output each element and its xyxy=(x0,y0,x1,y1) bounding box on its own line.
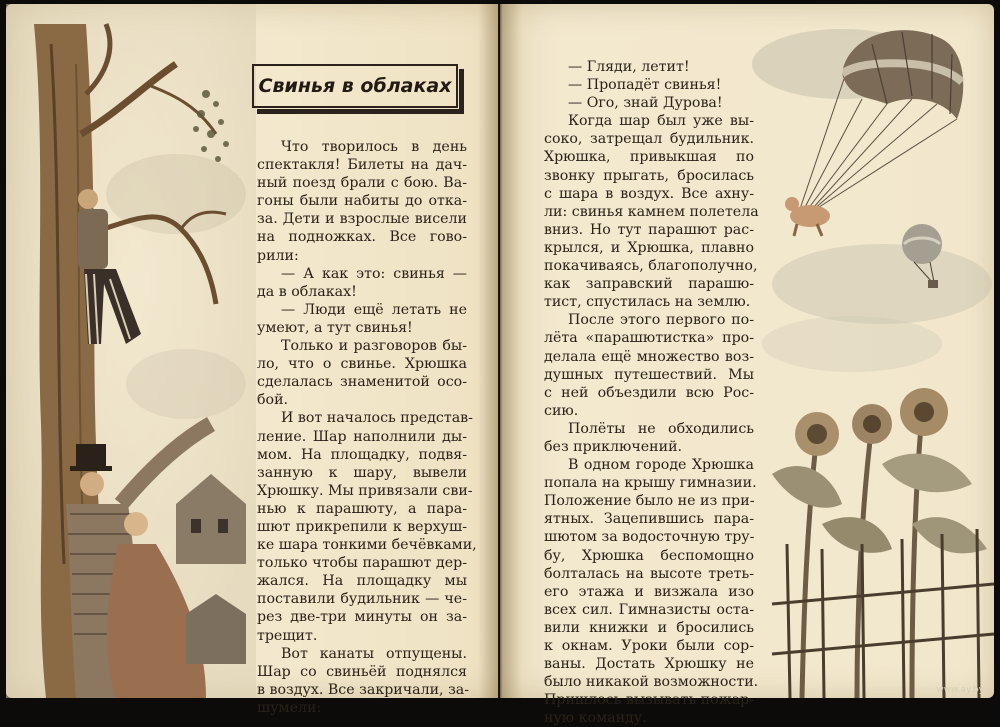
text-line: было никакой возможности. xyxy=(544,674,759,691)
text-line: Что творилось в день xyxy=(281,139,467,155)
text-line: без приключений. xyxy=(544,438,683,455)
text-line: Полёты не обходились xyxy=(568,420,754,437)
text-line: попала на крышу гимназии. xyxy=(544,475,757,492)
text-line: сию. xyxy=(544,402,579,419)
text-line: И вот началось представ- xyxy=(281,410,473,427)
text-line: да в облаках! xyxy=(257,283,357,300)
right-text-column xyxy=(544,58,759,727)
text-line: тист, спустилась на землю. xyxy=(544,294,751,311)
text-line: Шар со свиньёй поднялся xyxy=(257,663,467,680)
text-line: вниз. Но тут парашют рас- xyxy=(544,221,754,238)
text-line: ке шара тонкими бечёвками, xyxy=(257,537,477,554)
text-line: рез две-три минуты он за- xyxy=(257,609,467,626)
left-page xyxy=(6,4,498,716)
text-line: бой. xyxy=(257,392,289,409)
text-line: спектакля! Билеты на дач- xyxy=(257,157,467,174)
text-line: Только и разговоров бы- xyxy=(281,338,467,355)
text-line: умеют, а тут свинья! xyxy=(257,319,413,336)
text-line: После этого первого по- xyxy=(568,312,754,329)
text-line: всех сил. Гимназисты оста- xyxy=(544,601,754,618)
text-line: поставили будильник — че- xyxy=(257,591,467,608)
book-spread xyxy=(6,4,994,727)
text-line: В одном городе Хрюшка xyxy=(568,457,754,474)
text-line: занную к шару, вывели xyxy=(257,464,467,481)
text-line: шютом за водосточную тру- xyxy=(544,529,755,546)
text-line: только чтобы парашют дер- xyxy=(257,555,467,572)
text-line: — Гляди, летит! xyxy=(568,59,690,75)
watermark: www.ay.by xyxy=(936,685,984,695)
text-line: нью к парашюту, а пара- xyxy=(257,500,467,517)
text-line: ный поезд брали с бою. Ва- xyxy=(257,175,467,192)
text-line: ли: свинья камнем полетела xyxy=(544,203,759,220)
text-line: жался. На площадку мы xyxy=(257,573,467,590)
tree-crowd-illustration xyxy=(6,4,256,698)
text-line: Хрюшка, привыкшая по xyxy=(544,149,754,166)
text-line: шют прикрепили к верхуш- xyxy=(257,518,467,535)
text-line: как заправский парашю- xyxy=(544,276,754,293)
text-line: шумели: xyxy=(257,699,322,716)
text-line: ло, что о свинье. Хрюшка xyxy=(257,356,467,373)
text-line: за. Дети и взрослые висели xyxy=(257,211,467,228)
text-line: — Ого, знай Дурова! xyxy=(568,95,723,112)
text-line: в воздух. Все закричали, за- xyxy=(257,681,470,698)
parachute-pig-illustration xyxy=(762,4,994,698)
text-line: ваны. Достать Хрюшку не xyxy=(544,656,754,673)
text-line: сделалась знаменитой осо- xyxy=(257,374,467,391)
text-line: делала ещё множество воз- xyxy=(544,348,754,365)
chapter-title-box xyxy=(252,64,458,108)
text-line: Пришлось вызывать пожар- xyxy=(544,692,755,709)
text-line: покачиваясь, благополучно, xyxy=(544,258,758,275)
text-line: ление. Шар наполнили ды- xyxy=(257,428,467,445)
text-line: душных путешествий. Мы xyxy=(544,366,754,383)
text-line: с ней объездили всю Рос- xyxy=(544,384,754,401)
text-line: звонку прыгать, бросилась xyxy=(544,167,754,184)
text-line: вили книжки и бросились xyxy=(544,619,754,636)
text-line: — Пропадёт свинья! xyxy=(568,77,722,94)
text-line: бу, Хрюшка беспомощно xyxy=(544,547,754,564)
text-line: Когда шар был уже вы- xyxy=(568,113,754,130)
text-line: — А как это: свинья — xyxy=(281,265,467,282)
text-line: рили: xyxy=(257,247,299,264)
text-line: Хрюшку. Мы привязали сви- xyxy=(257,482,473,499)
text-line: гоны были набиты до отка- xyxy=(257,193,467,210)
text-line: к окнам. Уроки были сор- xyxy=(544,638,754,654)
text-line: ятных. Зацепившись пара- xyxy=(544,511,754,528)
text-line: — Люди ещё летать не xyxy=(281,301,467,318)
text-line: его этажа и визжала изо xyxy=(544,583,754,600)
text-line: соко, затрещал будильник. xyxy=(544,131,754,148)
text-line: Положение было не из при- xyxy=(544,493,755,510)
text-line: крылся, и Хрюшка, плавно xyxy=(544,239,754,256)
text-line: на подножках. Все гово- xyxy=(257,229,467,246)
text-line: болталась на высоте треть- xyxy=(544,565,754,582)
text-line: ную команду. xyxy=(544,710,647,727)
left-text-column xyxy=(257,138,477,717)
right-page xyxy=(500,4,994,727)
text-line: Вот канаты отпущены. xyxy=(281,645,467,662)
text-line: с шара в воздух. Все ахну- xyxy=(544,185,754,202)
text-line: лёта «парашютистка» про- xyxy=(544,330,754,347)
text-line: трещит. xyxy=(257,627,318,644)
text-line: мом. На площадку, подвя- xyxy=(257,446,467,463)
chapter-title: Свинья в облаках xyxy=(258,75,452,97)
